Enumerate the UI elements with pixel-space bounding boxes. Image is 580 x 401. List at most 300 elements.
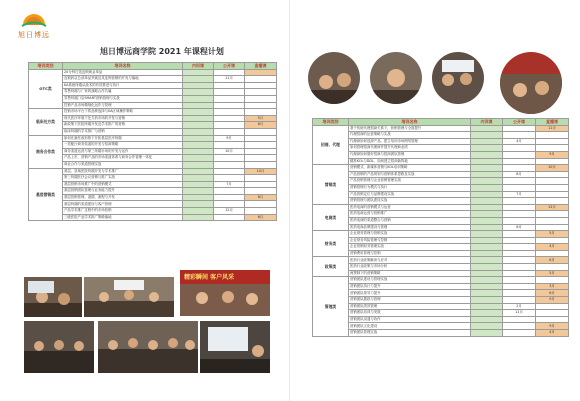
table-row	[29, 69, 277, 76]
internal-course-cell	[471, 132, 503, 139]
category-cell: 管理类	[313, 277, 349, 336]
course-name-cell: 基层终端的渠道建设与客户管理	[63, 201, 183, 208]
table-row	[29, 194, 277, 201]
internal-course-cell	[471, 145, 503, 152]
public-course-cell	[214, 122, 245, 129]
public-course-cell: 8月	[503, 171, 536, 178]
public-course-cell	[503, 132, 536, 139]
public-course-cell	[214, 194, 245, 201]
live-course-cell	[245, 109, 277, 116]
live-course-cell	[536, 264, 569, 271]
table-header-cell: 公开课	[214, 63, 245, 70]
public-course-cell	[214, 142, 245, 149]
live-course-cell: 6月	[245, 122, 277, 129]
course-name-cell: 营销费用管理与控制	[349, 250, 471, 257]
internal-course-cell	[183, 102, 214, 109]
public-course-cell	[214, 128, 245, 135]
public-course-cell	[503, 257, 536, 264]
internal-course-cell	[183, 76, 214, 83]
live-course-cell: 6月	[536, 290, 569, 297]
table-row	[313, 244, 569, 251]
public-course-cell: 2月	[503, 303, 536, 310]
internal-course-cell	[183, 148, 214, 155]
course-name-cell: 营销管理行为模式与执行	[349, 184, 471, 191]
public-course-cell	[503, 290, 536, 297]
public-course-cell	[503, 184, 536, 191]
internal-course-cell	[183, 128, 214, 135]
live-course-cell	[245, 201, 277, 208]
public-course-cell: 7月	[214, 181, 245, 188]
public-course-cell	[214, 175, 245, 182]
live-course-cell	[245, 128, 277, 135]
live-course-cell	[245, 161, 277, 168]
internal-course-cell	[471, 151, 503, 158]
table-row	[29, 175, 277, 182]
table-row	[313, 283, 569, 290]
table-row	[313, 310, 569, 317]
public-course-cell	[503, 316, 536, 323]
internal-course-cell	[471, 217, 503, 224]
course-name-cell: 医药行业政策与市场分析	[349, 264, 471, 271]
course-name-cell: 医药电商的渠道整合与营销	[349, 217, 471, 224]
course-name-cell: 产品营销管理与企业营销管理实战	[349, 178, 471, 185]
table-row	[313, 132, 569, 139]
course-name-cell: 基层、县域医院终端开发与学术推广	[63, 168, 183, 175]
public-course-cell	[503, 237, 536, 244]
table-header-cell: 培训名称	[63, 63, 183, 70]
table-row	[313, 204, 569, 211]
live-course-cell	[245, 135, 277, 142]
right-course-table	[312, 118, 569, 337]
course-name-cell: 代理商如何做好招商与招商团队管理	[349, 151, 471, 158]
course-name-cell: 营销团队领导力提升	[349, 290, 471, 297]
table-row	[29, 155, 277, 162]
live-course-cell	[245, 142, 277, 149]
table-header-row	[29, 63, 277, 70]
course-name-cell: 连锁药店总部单品突破及其连锁营销的开发与落地	[63, 76, 183, 83]
live-course-cell	[245, 82, 277, 89]
internal-course-cell	[183, 181, 214, 188]
internal-course-cell	[471, 191, 503, 198]
public-course-cell	[214, 109, 245, 116]
table-row	[29, 142, 277, 149]
table-header-cell: 公开课	[503, 119, 536, 126]
live-course-cell	[536, 184, 569, 191]
table-header-cell: 培训类别	[29, 63, 63, 70]
table-row	[29, 188, 277, 195]
table-row	[313, 184, 569, 191]
table-row	[313, 145, 569, 152]
public-course-cell	[503, 244, 536, 251]
course-name-cell: 基层营销市场推广中的营销模式	[63, 181, 183, 188]
course-name-cell: 临床终端的学术推广与营销	[63, 128, 183, 135]
table-row	[313, 264, 569, 271]
public-course-cell: 12月	[214, 208, 245, 215]
course-name-cell: 营销团队执行力提升	[349, 283, 471, 290]
course-name-cell: 商业合作与渠道管理实战	[63, 161, 183, 168]
public-course-cell	[214, 95, 245, 102]
public-course-cell	[503, 330, 536, 337]
public-course-cell	[503, 217, 536, 224]
live-course-cell	[245, 208, 277, 215]
table-row	[29, 76, 277, 83]
public-course-cell	[503, 277, 536, 284]
internal-course-cell	[471, 283, 503, 290]
internal-course-cell	[471, 138, 503, 145]
public-course-cell	[214, 69, 245, 76]
table-header-cell: 直播课	[245, 63, 277, 70]
public-course-cell	[214, 102, 245, 109]
course-name-cell: 医药电商品牌建设与管理	[349, 224, 471, 231]
table-row	[313, 290, 569, 297]
course-name-cell: 20分钟打造连锁黄金单品	[63, 69, 183, 76]
internal-course-cell	[183, 161, 214, 168]
course-name-cell: 零售终端与厂家的战略合作共赢	[63, 89, 183, 96]
internal-course-cell	[183, 175, 214, 182]
live-course-cell: 10月	[245, 168, 277, 175]
public-course-cell	[503, 250, 536, 257]
course-name-cell: 产品营销的产品规划与营销体系思路及实战	[349, 171, 471, 178]
public-course-cell	[214, 115, 245, 122]
internal-course-cell	[471, 270, 503, 277]
internal-course-cell	[183, 69, 214, 76]
sun-logo-icon	[20, 9, 48, 29]
public-course-cell: 7月	[503, 191, 536, 198]
table-header-row	[313, 119, 569, 126]
live-course-cell	[536, 171, 569, 178]
live-course-cell: 9月	[536, 297, 569, 304]
public-course-cell	[214, 214, 245, 221]
photo-classroom-2	[84, 277, 174, 317]
live-course-cell: 4月	[536, 244, 569, 251]
public-course-cell	[503, 165, 536, 172]
table-row	[29, 115, 277, 122]
course-name-cell: 控销产品市场精细化运作与管理	[63, 102, 183, 109]
internal-course-cell	[471, 310, 503, 317]
internal-course-cell	[183, 95, 214, 102]
public-course-cell	[503, 158, 536, 165]
public-course-cell	[214, 168, 245, 175]
live-course-cell: 6月	[245, 214, 277, 221]
table-row	[313, 198, 569, 205]
right-page	[290, 0, 580, 401]
page-title: 旭日博远商学院 2021 年课程计划	[100, 47, 224, 56]
table-row	[29, 208, 277, 215]
public-course-cell	[503, 323, 536, 330]
public-course-cell	[503, 198, 536, 205]
course-name-cell: 产品上市、营销产品的市场渠道体系与商务合作管理一体化	[63, 155, 183, 162]
public-course-cell	[503, 270, 536, 277]
course-name-cell: 现代医疗环境下处方药市场的开发与营销	[63, 115, 183, 122]
course-name-cell: 营销管理与团队建设实战	[349, 198, 471, 205]
course-name-cell: 基层营销管理、道德、流程与开发	[63, 194, 183, 201]
course-name-cell: 如何管理招商代理商并提升代理商业绩	[349, 145, 471, 152]
internal-course-cell	[183, 194, 214, 201]
category-cell: 商务合作类	[29, 135, 63, 168]
category-cell: OTC类	[29, 69, 63, 109]
internal-course-cell	[183, 168, 214, 175]
table-row	[313, 277, 569, 284]
live-course-cell	[245, 155, 277, 162]
table-row	[313, 330, 569, 337]
category-cell: 招商、代理	[313, 125, 349, 165]
table-row	[313, 303, 569, 310]
internal-course-cell	[183, 155, 214, 162]
live-course-cell	[536, 138, 569, 145]
table-row	[313, 191, 569, 198]
internal-course-cell	[471, 250, 503, 257]
table-header-cell: 培训名称	[349, 119, 471, 126]
table-header-cell: 内训课	[183, 63, 214, 70]
course-name-cell: KA系统终端从战术的有效推进与执行	[63, 82, 183, 89]
table-row	[313, 323, 569, 330]
course-name-cell: 控销市场平台下的品种选择与KA区域操作策略	[63, 109, 183, 116]
internal-course-cell	[183, 208, 214, 215]
table-row	[29, 161, 277, 168]
left-course-table	[28, 62, 277, 221]
live-course-cell	[245, 102, 277, 109]
table-row	[313, 250, 569, 257]
live-course-cell: 5月	[536, 231, 569, 238]
public-course-cell: 9月	[214, 135, 245, 142]
internal-course-cell	[471, 330, 503, 337]
public-course-cell	[214, 82, 245, 89]
table-row	[313, 257, 569, 264]
internal-course-cell	[471, 244, 503, 251]
live-course-cell: 8月	[245, 194, 277, 201]
course-name-cell: 企业财务风险管理与控制	[349, 237, 471, 244]
public-course-cell	[503, 211, 536, 218]
course-name-cell: 精准KOL与DDL，如何建立招商新阵地	[349, 158, 471, 165]
public-course-cell	[503, 125, 536, 132]
public-course-cell	[214, 201, 245, 208]
table-header-cell: 直播课	[536, 119, 569, 126]
live-course-cell	[245, 181, 277, 188]
public-course-cell	[214, 161, 245, 168]
live-course-cell	[245, 175, 277, 182]
course-name-cell: 企业营销财务管理实战	[349, 244, 471, 251]
public-course-cell	[503, 178, 536, 185]
internal-course-cell	[183, 115, 214, 122]
internal-course-cell	[183, 109, 214, 116]
course-name-cell: 营销团队管理实战	[349, 330, 471, 337]
course-name-cell: 营销团队培训与发展	[349, 310, 471, 317]
internal-course-cell	[471, 198, 503, 205]
live-course-cell	[536, 310, 569, 317]
public-course-cell	[214, 89, 245, 96]
internal-course-cell	[471, 297, 503, 304]
table-row	[29, 148, 277, 155]
course-name-cell: 基于传统代理招商关系下，营销管理与全面提升	[349, 125, 471, 132]
live-course-cell	[536, 250, 569, 257]
live-course-cell: 12月	[536, 204, 569, 211]
photo-banner-caption: 精彩瞬间 客户风采	[184, 274, 235, 281]
live-course-cell: 10月	[536, 165, 569, 172]
live-course-cell	[245, 76, 277, 83]
public-course-cell	[503, 264, 536, 271]
course-name-cell: 代理招商的运营策略与实战	[349, 132, 471, 139]
table-row	[313, 231, 569, 238]
table-row	[29, 168, 277, 175]
live-course-cell	[536, 316, 569, 323]
table-header-cell: 内训课	[471, 119, 503, 126]
course-name-cell: 基层营销团队管理与业务能力提升	[63, 188, 183, 195]
photo-circle-2	[370, 52, 422, 104]
course-name-cell: 新政策下医院终端开发及学术推广的营销	[63, 122, 183, 129]
live-course-cell	[536, 178, 569, 185]
public-course-cell	[214, 188, 245, 195]
table-row	[313, 237, 569, 244]
live-course-cell: 5月	[536, 270, 569, 277]
table-row	[313, 217, 569, 224]
photo-circle-4	[500, 52, 562, 114]
public-course-cell: 11月	[503, 310, 536, 317]
live-course-cell	[245, 69, 277, 76]
category-cell: 电商类	[313, 204, 349, 230]
photo-audience-2	[98, 321, 198, 373]
course-name-cell: 营销团队文化建设	[349, 323, 471, 330]
course-name-cell: 商务渠道运营与第三终端市场的开发与运作	[63, 148, 183, 155]
public-course-cell: 4月	[503, 138, 536, 145]
table-row	[29, 95, 277, 102]
table-row	[29, 82, 277, 89]
course-name-cell: 三级医院产品学术推广策略落地	[63, 214, 183, 221]
category-cell: 基层营销类	[29, 168, 63, 221]
public-course-cell	[214, 155, 245, 162]
table-row	[313, 211, 569, 218]
table-row	[29, 102, 277, 109]
live-course-cell	[536, 211, 569, 218]
internal-course-cell	[183, 82, 214, 89]
course-name-cell: 营销团队激励与管理	[349, 297, 471, 304]
live-course-cell	[536, 158, 569, 165]
live-course-cell: 5月	[245, 115, 277, 122]
live-course-cell	[245, 89, 277, 96]
live-course-cell	[536, 145, 569, 152]
table-row	[313, 138, 569, 145]
photo-circle-1	[308, 52, 360, 104]
live-course-cell	[245, 188, 277, 195]
course-name-cell: 代理商如何选择产品、建立培训市场网络管理	[349, 138, 471, 145]
public-course-cell	[503, 145, 536, 152]
live-course-cell	[536, 132, 569, 139]
table-row	[313, 165, 569, 172]
live-course-cell	[536, 198, 569, 205]
table-row	[29, 122, 277, 129]
live-course-cell	[536, 277, 569, 284]
internal-course-cell	[471, 290, 503, 297]
live-course-cell	[536, 303, 569, 310]
category-cell: 营销类	[313, 165, 349, 205]
table-row	[29, 135, 277, 142]
public-course-cell: 6月	[503, 224, 536, 231]
course-name-cell: 营销团队建设与管理实战	[349, 277, 471, 284]
table-row	[313, 297, 569, 304]
public-course-cell: 10月	[214, 148, 245, 155]
course-name-cell: 零售终端门店SMART营销管理与实战	[63, 95, 183, 102]
internal-course-cell	[183, 188, 214, 195]
live-course-cell: 4月	[536, 330, 569, 337]
internal-course-cell	[183, 201, 214, 208]
photo-classroom-1	[24, 277, 82, 317]
live-course-cell: 3月	[536, 283, 569, 290]
internal-course-cell	[471, 323, 503, 330]
table-row	[29, 181, 277, 188]
internal-course-cell	[471, 231, 503, 238]
table-row	[313, 224, 569, 231]
public-course-cell	[503, 283, 536, 290]
course-name-cell: 企业财务管理与营销实战	[349, 231, 471, 238]
internal-course-cell	[471, 125, 503, 132]
table-header-cell: 培训类别	[313, 119, 349, 126]
internal-course-cell	[183, 135, 214, 142]
brand-logo	[14, 9, 54, 43]
table-row	[313, 178, 569, 185]
internal-course-cell	[471, 204, 503, 211]
photo-banner-event	[180, 270, 270, 316]
brand-name: 旭日博远	[18, 31, 50, 39]
internal-course-cell	[471, 165, 503, 172]
internal-course-cell	[471, 257, 503, 264]
live-course-cell: 6月	[536, 257, 569, 264]
course-name-cell: 第三终端医疗会议营销与推广实战	[63, 175, 183, 182]
internal-course-cell	[471, 277, 503, 284]
live-course-cell: 9月	[536, 323, 569, 330]
internal-course-cell	[471, 171, 503, 178]
public-course-cell	[503, 204, 536, 211]
live-course-cell	[536, 191, 569, 198]
internal-course-cell	[183, 142, 214, 149]
internal-course-cell	[471, 211, 503, 218]
live-course-cell	[536, 237, 569, 244]
table-row	[29, 214, 277, 221]
internal-course-cell	[183, 122, 214, 129]
internal-course-cell	[471, 184, 503, 191]
category-cell: 政策类	[313, 257, 349, 277]
internal-course-cell	[183, 89, 214, 96]
photo-audience-1	[24, 321, 94, 373]
course-name-cell: 营销模式、新媒体营销与KOL培训策略	[349, 165, 471, 172]
course-name-cell: 产品学术推广过程中的市场营销	[63, 208, 183, 215]
course-name-cell: 产品营销定位与品牌建设实战	[349, 191, 471, 198]
category-cell: 财务类	[313, 231, 349, 257]
live-course-cell: 11月	[536, 125, 569, 132]
course-name-cell: 两票制下的营销策略	[349, 270, 471, 277]
live-course-cell	[245, 148, 277, 155]
public-course-cell	[503, 151, 536, 158]
public-course-cell	[503, 297, 536, 304]
course-name-cell: 营销团队绩效管理	[349, 303, 471, 310]
table-row	[29, 89, 277, 96]
course-name-cell: 一类配行商务渠道的开发与招商策略	[63, 142, 183, 149]
table-row	[313, 158, 569, 165]
live-course-cell	[245, 95, 277, 102]
category-cell: 临床处方类	[29, 109, 63, 135]
course-name-cell: 医药行业政策解读与应对	[349, 257, 471, 264]
live-course-cell	[536, 217, 569, 224]
table-row	[313, 316, 569, 323]
photo-circle-3	[432, 52, 484, 104]
course-name-cell: 医药电商的营销模式与运营	[349, 204, 471, 211]
internal-course-cell	[471, 178, 503, 185]
course-name-cell: 营销团队沟通与协作	[349, 316, 471, 323]
photo-presentation	[200, 321, 270, 373]
internal-course-cell	[183, 214, 214, 221]
course-name-cell: 如何在新医改形势下开拓基层医疗终端	[63, 135, 183, 142]
internal-course-cell	[471, 224, 503, 231]
table-row	[313, 171, 569, 178]
course-name-cell: 医药电商运营与营销推广	[349, 211, 471, 218]
